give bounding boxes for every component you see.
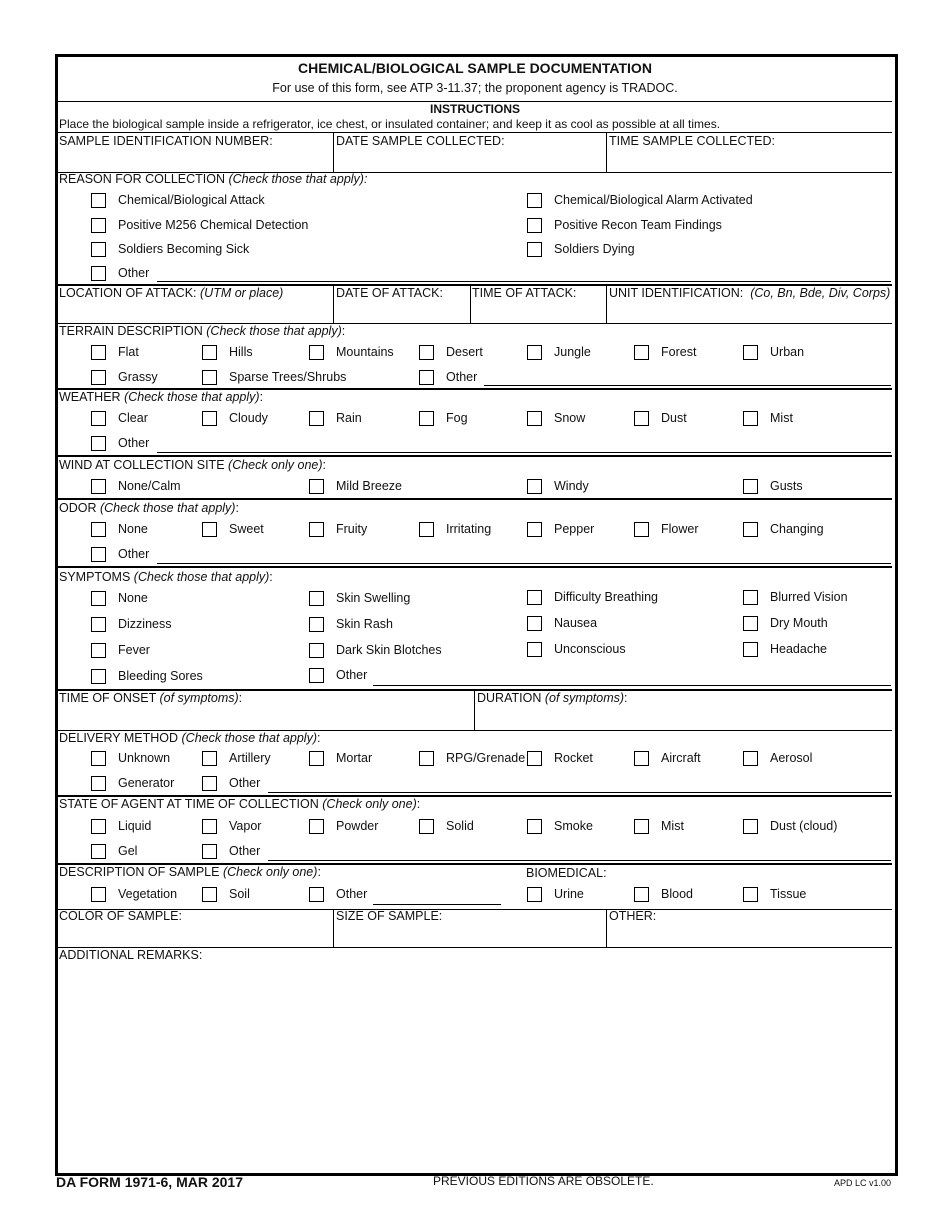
checkbox-box[interactable]	[527, 522, 542, 537]
cell-divider	[474, 691, 475, 730]
checkbox-box[interactable]	[91, 218, 106, 233]
checkbox-box[interactable]	[309, 643, 324, 658]
checkbox-label: Solid	[446, 819, 474, 833]
checkbox-box[interactable]	[527, 193, 542, 208]
odor-fruity-checkbox[interactable]	[309, 522, 367, 537]
checkbox-box[interactable]	[91, 643, 106, 658]
checkbox-box[interactable]	[309, 887, 324, 902]
weather-dust-checkbox[interactable]	[634, 411, 687, 426]
cell-divider	[333, 909, 334, 947]
weather-rain-checkbox[interactable]	[309, 411, 362, 426]
symptom-nausea-checkbox[interactable]	[527, 616, 597, 631]
checkbox-label: Difficulty Breathing	[554, 590, 658, 604]
checkbox-box[interactable]	[202, 370, 217, 385]
checkbox-box[interactable]	[91, 479, 106, 494]
checkbox-box[interactable]	[91, 591, 106, 606]
checkbox-label: Chemical/Biological Attack	[118, 193, 265, 207]
checkbox-box[interactable]	[634, 751, 649, 766]
state-smoke-checkbox[interactable]	[527, 819, 593, 834]
checkbox-box[interactable]	[309, 479, 324, 494]
checkbox-label: Fog	[446, 411, 468, 425]
checkbox-label: Bleeding Sores	[118, 669, 203, 683]
checkbox-label: Generator	[118, 776, 175, 790]
divider	[58, 566, 892, 568]
checkbox-box[interactable]	[527, 411, 542, 426]
checkbox-label: Mist	[661, 819, 684, 833]
checkbox-label: Mortar	[336, 751, 373, 765]
weather-snow-checkbox[interactable]	[527, 411, 585, 426]
checkbox-label: Rocket	[554, 751, 593, 765]
checkbox-label: Clear	[118, 411, 148, 425]
checkbox-label: Other	[118, 547, 150, 561]
additional-remarks-textarea[interactable]	[58, 966, 892, 1168]
state-solid-checkbox[interactable]	[419, 819, 474, 834]
location-of-attack-field[interactable]: LOCATION OF ATTACK: (UTM or place)	[59, 286, 284, 300]
checkbox-label: Liquid	[118, 819, 152, 833]
description-vegetation-checkbox[interactable]	[91, 887, 177, 902]
checkbox-box[interactable]	[309, 668, 324, 683]
weather-heading: WEATHER (Check those that apply):	[59, 390, 264, 404]
divider	[58, 455, 892, 457]
checkbox-label: Blurred Vision	[770, 590, 848, 604]
delivery-artillery-checkbox[interactable]	[202, 751, 271, 766]
size-of-sample-field[interactable]: SIZE OF SAMPLE:	[336, 909, 443, 923]
checkbox-label: Vapor	[229, 819, 262, 833]
checkbox-label: Mountains	[336, 345, 394, 359]
terrain-grassy-checkbox[interactable]	[91, 370, 158, 385]
checkbox-label: Dark Skin Blotches	[336, 643, 442, 657]
symptom-skin-rash-checkbox[interactable]	[309, 617, 393, 632]
checkbox-label: Dizziness	[118, 617, 172, 631]
checkbox-label: Changing	[770, 522, 824, 536]
checkbox-label: Gel	[118, 844, 138, 858]
checkbox-box[interactable]	[634, 522, 649, 537]
wind-none-calm-checkbox[interactable]	[91, 479, 181, 494]
biomedical-urine-checkbox[interactable]	[527, 887, 584, 902]
odor-other-input[interactable]	[157, 563, 891, 564]
checkbox-label: Soldiers Becoming Sick	[118, 242, 250, 256]
checkbox-label: Other	[446, 370, 478, 384]
symptom-headache-checkbox[interactable]	[743, 642, 827, 657]
reason-m256-checkbox[interactable]	[91, 218, 308, 233]
weather-cloudy-checkbox[interactable]	[202, 411, 268, 426]
checkbox-box[interactable]	[91, 242, 106, 257]
checkbox-label: Blood	[661, 887, 693, 901]
odor-irritating-checkbox[interactable]	[419, 522, 491, 537]
odor-changing-checkbox[interactable]	[743, 522, 824, 537]
checkbox-label: Tissue	[770, 887, 807, 901]
checkbox-box[interactable]	[202, 776, 217, 791]
checkbox-label: Urine	[554, 887, 584, 901]
delivery-unknown-checkbox[interactable]	[91, 751, 170, 766]
checkbox-label: Dry Mouth	[770, 616, 828, 630]
checkbox-box[interactable]	[91, 345, 106, 360]
wind-mild-breeze-checkbox[interactable]	[309, 479, 402, 494]
checkbox-box[interactable]	[527, 642, 542, 657]
time-of-onset-field[interactable]: TIME OF ONSET (of symptoms):	[59, 691, 243, 705]
checkbox-label: Flat	[118, 345, 139, 359]
description-soil-checkbox[interactable]	[202, 887, 250, 902]
terrain-sparse-trees-checkbox[interactable]	[202, 370, 346, 385]
checkbox-box[interactable]	[309, 411, 324, 426]
checkbox-label: Aircraft	[661, 751, 701, 765]
checkbox-box[interactable]	[91, 751, 106, 766]
date-of-attack-field[interactable]: DATE OF ATTACK:	[336, 286, 443, 300]
checkbox-label: Gusts	[770, 479, 803, 493]
time-of-attack-field[interactable]: TIME OF ATTACK:	[472, 286, 577, 300]
reason-dying-checkbox[interactable]	[527, 242, 635, 257]
symptom-bleeding-sores-checkbox[interactable]	[91, 669, 203, 684]
checkbox-box[interactable]	[743, 887, 758, 902]
instructions-text: Place the biological sample inside a refrigerator, ice chest, or insulated container; and keep it as cool as possible at all times.	[59, 117, 721, 131]
symptom-fever-checkbox[interactable]	[91, 643, 150, 658]
divider	[58, 909, 892, 910]
checkbox-label: Other	[336, 887, 368, 901]
checkbox-box[interactable]	[743, 819, 758, 834]
cell-divider	[333, 286, 334, 323]
odor-sweet-checkbox[interactable]	[202, 522, 264, 537]
symptoms-heading: SYMPTOMS (Check those that apply):	[59, 570, 273, 584]
wind-windy-checkbox[interactable]	[527, 479, 589, 494]
checkbox-label: Skin Swelling	[336, 591, 411, 605]
terrain-desert-checkbox[interactable]	[419, 345, 483, 360]
checkbox-box[interactable]	[309, 617, 324, 632]
odor-flower-checkbox[interactable]	[634, 522, 699, 537]
reason-sick-checkbox[interactable]	[91, 242, 249, 257]
time-collected-field[interactable]: TIME SAMPLE COLLECTED:	[609, 134, 776, 148]
checkbox-box[interactable]	[202, 751, 217, 766]
cell-divider	[606, 909, 607, 947]
checkbox-label: None/Calm	[118, 479, 181, 493]
checkbox-box[interactable]	[202, 844, 217, 859]
description-other-input[interactable]	[373, 904, 501, 905]
checkbox-label: Sweet	[229, 522, 264, 536]
checkbox-box[interactable]	[419, 345, 434, 360]
symptom-blurred-vision-checkbox[interactable]	[743, 590, 848, 605]
checkbox-box[interactable]	[91, 776, 106, 791]
checkbox-box[interactable]	[634, 819, 649, 834]
checkbox-box[interactable]	[91, 522, 106, 537]
checkbox-label: Desert	[446, 345, 483, 359]
other-sample-field[interactable]: OTHER:	[609, 909, 657, 923]
checkbox-box[interactable]	[743, 411, 758, 426]
delivery-aerosol-checkbox[interactable]	[743, 751, 812, 766]
checkbox-box[interactable]	[527, 590, 542, 605]
checkbox-box[interactable]	[419, 370, 434, 385]
checkbox-label: Other	[229, 776, 261, 790]
checkbox-label: None	[118, 522, 148, 536]
checkbox-label: Fever	[118, 643, 150, 657]
cell-divider	[606, 286, 607, 323]
checkbox-label: Urban	[770, 345, 805, 359]
odor-pepper-checkbox[interactable]	[527, 522, 594, 537]
color-of-sample-field[interactable]: COLOR OF SAMPLE:	[59, 909, 182, 923]
checkbox-box[interactable]	[202, 819, 217, 834]
terrain-heading: TERRAIN DESCRIPTION (Check those that apply):	[59, 324, 346, 338]
symptom-dark-skin-blotches-checkbox[interactable]	[309, 643, 442, 658]
terrain-mountains-checkbox[interactable]	[309, 345, 394, 360]
weather-mist-checkbox[interactable]	[743, 411, 793, 426]
state-other-input[interactable]	[268, 860, 891, 861]
checkbox-box[interactable]	[527, 819, 542, 834]
reason-recon-checkbox[interactable]	[527, 218, 722, 233]
checkbox-label: Grassy	[118, 370, 158, 384]
terrain-jungle-checkbox[interactable]	[527, 345, 591, 360]
checkbox-box[interactable]	[91, 617, 106, 632]
checkbox-box[interactable]	[527, 751, 542, 766]
form-number: DA FORM 1971-6, MAR 2017	[56, 1174, 243, 1190]
checkbox-label: Smoke	[554, 819, 593, 833]
checkbox-box[interactable]	[527, 242, 542, 257]
biomedical-heading: BIOMEDICAL:	[526, 866, 607, 880]
checkbox-box[interactable]	[527, 345, 542, 360]
obsolete-notice: PREVIOUS EDITIONS ARE OBSOLETE.	[433, 1174, 654, 1188]
checkbox-box[interactable]	[91, 411, 106, 426]
checkbox-box[interactable]	[743, 590, 758, 605]
reason-other-input[interactable]	[157, 281, 891, 282]
state-vapor-checkbox[interactable]	[202, 819, 261, 834]
odor-heading: ODOR (Check those that apply):	[59, 501, 239, 515]
terrain-forest-checkbox[interactable]	[634, 345, 696, 360]
form-subtitle: For use of this form, see ATP 3-11.37; the proponent agency is TRADOC.	[272, 81, 678, 95]
checkbox-label: Flower	[661, 522, 699, 536]
delivery-rocket-checkbox[interactable]	[527, 751, 593, 766]
checkbox-label: Jungle	[554, 345, 591, 359]
checkbox-box[interactable]	[743, 642, 758, 657]
checkbox-label: Positive Recon Team Findings	[554, 218, 722, 232]
checkbox-label: Aerosol	[770, 751, 813, 765]
terrain-urban-checkbox[interactable]	[743, 345, 804, 360]
checkbox-box[interactable]	[309, 591, 324, 606]
checkbox-box[interactable]	[527, 479, 542, 494]
cell-divider	[333, 132, 334, 172]
unit-identification-field[interactable]: UNIT IDENTIFICATION: (Co, Bn, Bde, Div, Corps)	[609, 286, 891, 300]
odor-none-checkbox[interactable]	[91, 522, 148, 537]
description-other-checkbox[interactable]	[309, 887, 367, 902]
checkbox-box[interactable]	[743, 522, 758, 537]
weather-other-input[interactable]	[157, 452, 891, 453]
reason-other-checkbox[interactable]	[91, 266, 149, 281]
state-heading: STATE OF AGENT AT TIME OF COLLECTION (Check only one):	[59, 797, 421, 811]
delivery-other-input[interactable]	[268, 792, 891, 793]
checkbox-label: Hills	[229, 345, 253, 359]
additional-remarks-label: ADDITIONAL REMARKS:	[59, 948, 203, 962]
checkbox-box[interactable]	[91, 266, 106, 281]
checkbox-box[interactable]	[202, 522, 217, 537]
duration-field[interactable]: DURATION (of symptoms):	[477, 691, 628, 705]
checkbox-box[interactable]	[91, 370, 106, 385]
checkbox-label: Chemical/Biological Alarm Activated	[554, 193, 753, 207]
checkbox-label: Unconscious	[554, 642, 626, 656]
checkbox-label: Mist	[770, 411, 793, 425]
state-mist-checkbox[interactable]	[634, 819, 684, 834]
terrain-other-checkbox[interactable]	[419, 370, 477, 385]
checkbox-label: Cloudy	[229, 411, 268, 425]
checkbox-label: Dust	[661, 411, 687, 425]
checkbox-box[interactable]	[634, 887, 649, 902]
checkbox-label: Rain	[336, 411, 362, 425]
checkbox-box[interactable]	[91, 669, 106, 684]
checkbox-box[interactable]	[743, 479, 758, 494]
sample-id-field[interactable]: SAMPLE IDENTIFICATION NUMBER:	[59, 134, 273, 148]
weather-fog-checkbox[interactable]	[419, 411, 468, 426]
checkbox-box[interactable]	[419, 411, 434, 426]
delivery-mortar-checkbox[interactable]	[309, 751, 372, 766]
biomedical-blood-checkbox[interactable]	[634, 887, 693, 902]
checkbox-box[interactable]	[309, 751, 324, 766]
checkbox-box[interactable]	[419, 751, 434, 766]
symptom-other-input[interactable]	[373, 685, 891, 686]
checkbox-box[interactable]	[527, 887, 542, 902]
checkbox-label: None	[118, 591, 148, 605]
checkbox-box[interactable]	[91, 193, 106, 208]
checkbox-box[interactable]	[743, 751, 758, 766]
checkbox-box[interactable]	[419, 819, 434, 834]
checkbox-label: Other	[118, 266, 150, 280]
wind-gusts-checkbox[interactable]	[743, 479, 803, 494]
checkbox-box[interactable]	[743, 616, 758, 631]
checkbox-label: Nausea	[554, 616, 598, 630]
checkbox-label: Positive M256 Chemical Detection	[118, 218, 309, 232]
cell-divider	[470, 286, 471, 323]
checkbox-box[interactable]	[527, 218, 542, 233]
terrain-other-input[interactable]	[484, 385, 891, 386]
checkbox-label: Skin Rash	[336, 617, 393, 631]
instructions-heading: INSTRUCTIONS	[430, 102, 520, 116]
symptom-other-checkbox[interactable]	[309, 668, 367, 683]
reason-heading: REASON FOR COLLECTION (Check those that apply):	[59, 172, 368, 186]
terrain-flat-checkbox[interactable]	[91, 345, 139, 360]
checkbox-box[interactable]	[309, 522, 324, 537]
checkbox-box[interactable]	[202, 411, 217, 426]
reason-alarm-activated-checkbox[interactable]	[527, 193, 753, 208]
biomedical-tissue-checkbox[interactable]	[743, 887, 806, 902]
checkbox-box[interactable]	[202, 345, 217, 360]
checkbox-label: Soil	[229, 887, 250, 901]
delivery-generator-checkbox[interactable]	[91, 776, 174, 791]
checkbox-box[interactable]	[91, 819, 106, 834]
checkbox-box[interactable]	[743, 345, 758, 360]
delivery-aircraft-checkbox[interactable]	[634, 751, 701, 766]
checkbox-box[interactable]	[91, 436, 106, 451]
weather-clear-checkbox[interactable]	[91, 411, 148, 426]
checkbox-box[interactable]	[309, 819, 324, 834]
version-label: APD LC v1.00	[834, 1178, 892, 1188]
checkbox-label: Other	[229, 844, 261, 858]
checkbox-label: Soldiers Dying	[554, 242, 635, 256]
weather-other-checkbox[interactable]	[91, 436, 149, 451]
checkbox-label: RPG/Grenade	[446, 751, 526, 765]
state-liquid-checkbox[interactable]	[91, 819, 151, 834]
checkbox-label: Headache	[770, 642, 827, 656]
odor-other-checkbox[interactable]	[91, 547, 149, 562]
checkbox-label: Other	[118, 436, 150, 450]
checkbox-label: Powder	[336, 819, 379, 833]
reason-chembio-attack-checkbox[interactable]	[91, 193, 265, 208]
checkbox-box[interactable]	[91, 844, 106, 859]
checkbox-label: Sparse Trees/Shrubs	[229, 370, 347, 384]
checkbox-label: Unknown	[118, 751, 171, 765]
checkbox-label: Pepper	[554, 522, 595, 536]
divider	[58, 132, 892, 133]
description-heading: DESCRIPTION OF SAMPLE (Check only one):	[59, 865, 321, 879]
checkbox-label: Mild Breeze	[336, 479, 402, 493]
symptom-dry-mouth-checkbox[interactable]	[743, 616, 828, 631]
checkbox-box[interactable]	[634, 345, 649, 360]
delivery-other-checkbox[interactable]	[202, 776, 260, 791]
cell-divider	[606, 132, 607, 172]
checkbox-label: Windy	[554, 479, 589, 493]
symptom-dizziness-checkbox[interactable]	[91, 617, 172, 632]
checkbox-box[interactable]	[202, 887, 217, 902]
checkbox-box[interactable]	[91, 887, 106, 902]
checkbox-label: Fruity	[336, 522, 368, 536]
wind-heading: WIND AT COLLECTION SITE (Check only one):	[59, 458, 327, 472]
checkbox-box[interactable]	[309, 345, 324, 360]
state-other-checkbox[interactable]	[202, 844, 260, 859]
delivery-heading: DELIVERY METHOD (Check those that apply):	[59, 731, 321, 745]
checkbox-label: Dust (cloud)	[770, 819, 838, 833]
state-gel-checkbox[interactable]	[91, 844, 137, 859]
checkbox-box[interactable]	[91, 547, 106, 562]
checkbox-label: Other	[336, 668, 368, 682]
divider	[58, 498, 892, 500]
terrain-hills-checkbox[interactable]	[202, 345, 253, 360]
checkbox-label: Forest	[661, 345, 697, 359]
symptom-unconscious-checkbox[interactable]	[527, 642, 626, 657]
state-dust-cloud-checkbox[interactable]	[743, 819, 837, 834]
form-title: CHEMICAL/BIOLOGICAL SAMPLE DOCUMENTATION	[298, 60, 652, 76]
symptom-none-checkbox[interactable]	[91, 591, 148, 606]
checkbox-box[interactable]	[419, 522, 434, 537]
checkbox-box[interactable]	[527, 616, 542, 631]
checkbox-label: Artillery	[229, 751, 271, 765]
checkbox-box[interactable]	[634, 411, 649, 426]
checkbox-label: Vegetation	[118, 887, 178, 901]
checkbox-label: Irritating	[446, 522, 492, 536]
delivery-rpg-grenade-checkbox[interactable]	[419, 751, 525, 766]
symptom-difficulty-breathing-checkbox[interactable]	[527, 590, 658, 605]
checkbox-label: Snow	[554, 411, 586, 425]
symptom-skin-swelling-checkbox[interactable]	[309, 591, 410, 606]
state-powder-checkbox[interactable]	[309, 819, 378, 834]
date-collected-field[interactable]: DATE SAMPLE COLLECTED:	[336, 134, 505, 148]
